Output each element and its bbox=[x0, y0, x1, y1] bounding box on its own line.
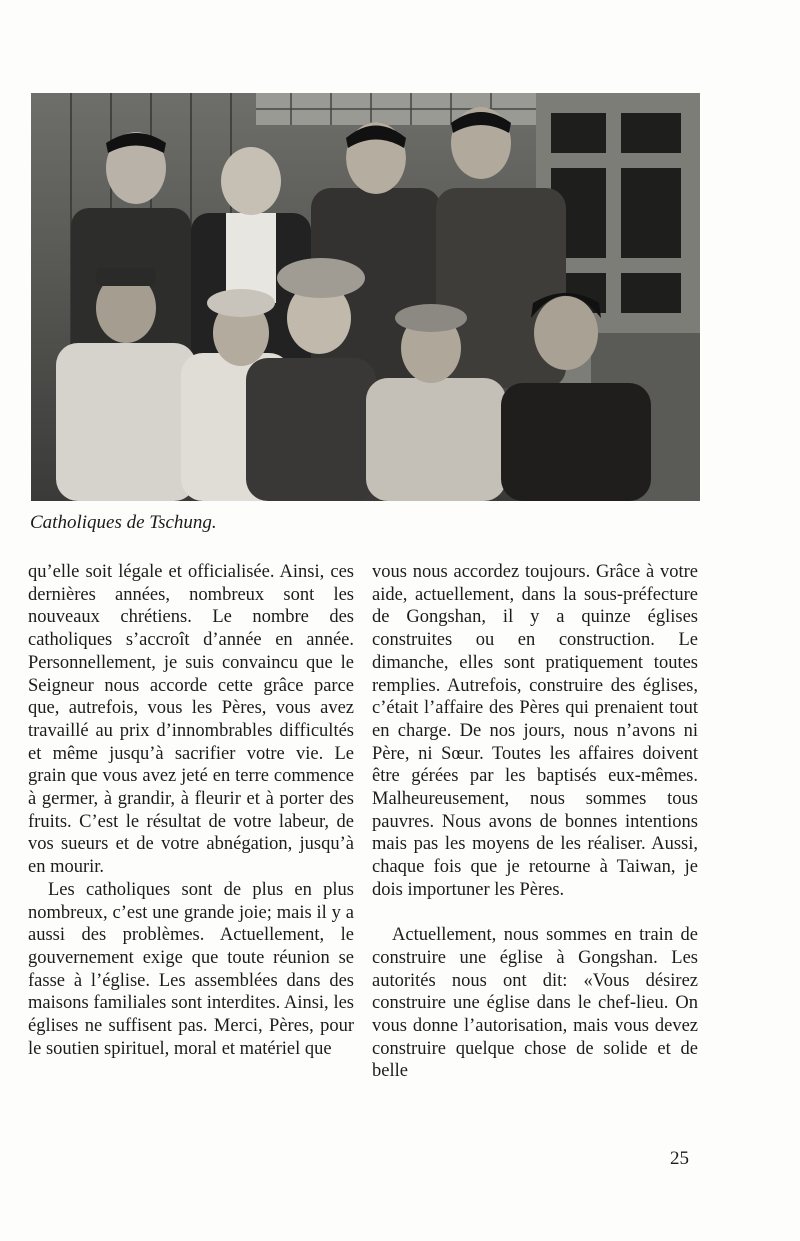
paragraph: Les catholiques sont de plus en plus nombreux, c’est une grande joie; mais il y a aussi des problèmes. Actuellement, le gouvernement exige que toute réunion se fasse à l’église. Les assemblées dans des maisons familiales sont interdites. Ainsi, les églises ne suffisent pas. Merci, Pères, pour le soutien spirituel, moral et matériel que bbox=[28, 879, 354, 1059]
photo-illustration bbox=[31, 93, 700, 501]
text-column-right bbox=[372, 561, 698, 1083]
page-number: 25 bbox=[670, 1148, 689, 1169]
paragraph: Actuellement, nous sommes en train de construire une église à Gongshan. Les autorités nous ont dit: «Vous désirez construire une église dans le chef-lieu. On vous donne l’autorisation, mais vous devez construire quelque chose de solide et de belle bbox=[372, 925, 698, 1082]
photo-caption: Catholiques de Tschung. bbox=[30, 512, 217, 533]
text-column-left bbox=[28, 561, 354, 1060]
paragraph: qu’elle soit légale et officialisée. Ainsi, ces dernières années, nombreux sont les nouveaux chrétiens. Le nombre des catholiques s’accroît d’année en année. Personnellement, je suis convaincu que le Seigneur nous accorde cette grâce parce que, autrefois, vous les Pères, vous avez travaillé au prix d’innombrables difficultés et même jusqu’à sacrifier votre vie. Le grain que vous avez jeté en terre commence à germer, à grandir, à fleurir et à porter des fruits. C’est le résultat de votre labeur, de vos sueurs et de votre abnégation, jusqu’à en mourir. bbox=[28, 562, 354, 878]
paragraph: vous nous accordez toujours. Grâce à votre aide, actuellement, dans la sous-préfecture de Gongshan, il y a quinze églises construites ou en construction. Le dimanche, elles sont pratiquement toutes remplies. Autrefois, construire des églises, c’était l’affaire des Pères qui prenaient tout en charge. De nos jours, nous n’avons ni Père, ni Sœur. Toutes les affaires doivent être gérées par les baptisés eux-mêmes. Malheureusement, nous sommes tous pauvres. Nous avons de bonnes intentions mais pas les moyens de les réaliser. Aussi, chaque fois que je retourne à Taiwan, je dois importuner les Pères. bbox=[372, 562, 698, 900]
group-photo bbox=[31, 93, 700, 501]
